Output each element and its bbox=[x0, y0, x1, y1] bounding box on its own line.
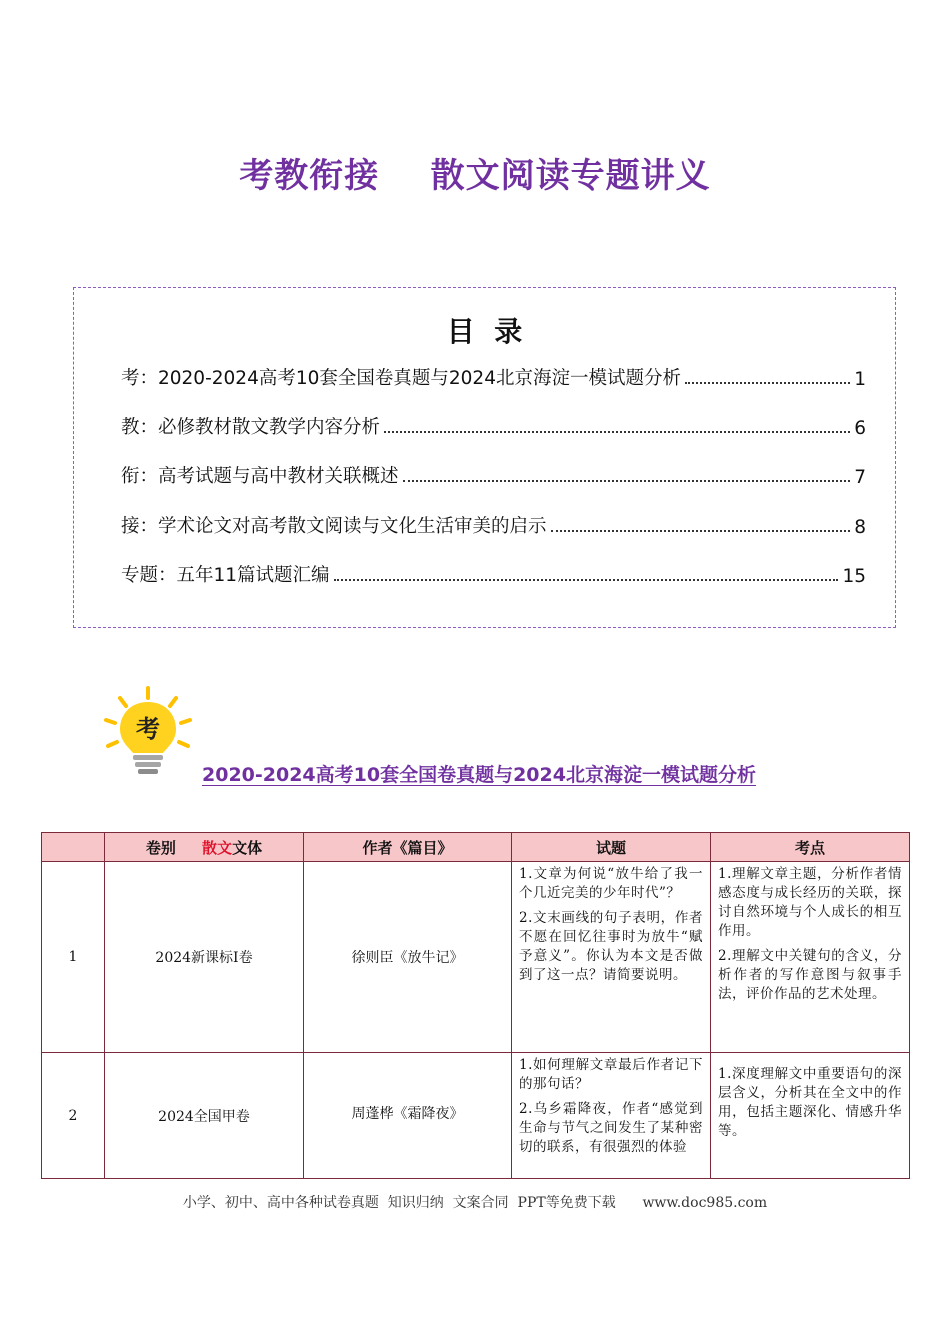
toc-entry-text: 衔：高考试题与高中教材关联概述 bbox=[121, 466, 399, 487]
row-paper: 2024新课标Ⅰ卷 bbox=[105, 862, 304, 1053]
toc-leader-dots bbox=[334, 579, 839, 581]
table-of-contents bbox=[73, 287, 896, 628]
point-item: 1.理解文章主题，分析作者情感态度与成长经历的关联，探讨自然环境与个人成长的相互作用。 bbox=[718, 866, 902, 939]
row-author: 周蓬桦《霜降夜》 bbox=[304, 1053, 512, 1179]
header-number bbox=[42, 833, 105, 862]
header-paper bbox=[105, 833, 304, 862]
row-number: 1 bbox=[42, 862, 105, 1053]
row-questions bbox=[512, 1053, 711, 1179]
toc-entry-page: 7 bbox=[854, 467, 866, 488]
toc-entry[interactable] bbox=[121, 512, 866, 538]
question-item: 1.文章为何说“放牛给了我一个几近完美的少年时代”？ bbox=[519, 866, 703, 901]
header-questions: 试题 bbox=[512, 833, 711, 862]
toc-entry-text: 专题：五年11篇试题汇编 bbox=[121, 565, 330, 586]
table-row bbox=[42, 1053, 910, 1179]
toc-entry-page: 1 bbox=[854, 369, 866, 390]
toc-entry-text: 接：学术论文对高考散文阅读与文化生活审美的启示 bbox=[121, 516, 547, 537]
row-points bbox=[711, 1053, 910, 1179]
question-item: 2.文末画线的句子表明，作者不愿在回忆往事时为放牛“赋予意义”。你认为本文是否做到了这一点？请简要说明。 bbox=[519, 910, 703, 983]
toc-entry-page: 6 bbox=[854, 418, 866, 439]
header-paper-label: 卷别 bbox=[145, 838, 176, 857]
header-points: 考点 bbox=[711, 833, 910, 862]
table-row bbox=[42, 862, 910, 1053]
toc-leader-dots bbox=[384, 431, 850, 433]
document-title: 考教衔接 散文阅读专题讲义 bbox=[239, 156, 711, 196]
lightbulb-icon bbox=[100, 684, 196, 780]
section-title: 2020-2024高考10套全国卷真题与2024北京海淀一模试题分析 bbox=[202, 764, 756, 786]
bulb-icon-label: 考 bbox=[136, 715, 160, 743]
point-item: 1.深度理解文中重要语句的深层含义，分析其在全文中的作用，包括主题深化、情感升华等。 bbox=[718, 1066, 902, 1139]
table-header-row bbox=[42, 833, 910, 862]
toc-leader-dots bbox=[403, 480, 851, 482]
toc-entry[interactable] bbox=[121, 462, 866, 488]
toc-entry[interactable] bbox=[121, 364, 866, 390]
row-author: 徐则臣《放牛记》 bbox=[304, 862, 512, 1053]
toc-leader-dots bbox=[551, 530, 851, 532]
toc-leader-dots bbox=[685, 382, 850, 384]
row-number: 2 bbox=[42, 1053, 105, 1179]
toc-heading: 目 录 bbox=[446, 315, 523, 348]
toc-entry[interactable] bbox=[121, 561, 866, 587]
page-footer: 小学、初中、高中各种试卷真题 知识归纳 文案合同 PPT等免费下载 www.doc985.com bbox=[182, 1195, 768, 1211]
question-item: 1.如何理解文章最后作者记下的那句话？ bbox=[519, 1057, 703, 1092]
header-style-label: 文体 bbox=[232, 838, 263, 857]
toc-entry-page: 15 bbox=[842, 566, 866, 587]
toc-entry-page: 8 bbox=[854, 517, 866, 538]
toc-entry[interactable] bbox=[121, 413, 866, 439]
header-author: 作者《篇目》 bbox=[304, 833, 512, 862]
question-item: 2.乌乡霜降夜，作者“感觉到生命与节气之间发生了某种密切的联系，有很强烈的体验 bbox=[519, 1101, 703, 1155]
header-genre-label: 散文 bbox=[202, 838, 233, 857]
toc-entry-text: 教：必修教材散文教学内容分析 bbox=[121, 417, 381, 438]
toc-entry-text: 考：2020-2024高考10套全国卷真题与2024北京海淀一模试题分析 bbox=[121, 368, 681, 389]
row-points bbox=[711, 862, 910, 1053]
row-questions bbox=[512, 862, 711, 1053]
row-paper: 2024全国甲卷 bbox=[105, 1053, 304, 1179]
exam-analysis-table bbox=[41, 832, 910, 1179]
point-item: 2.理解文中关键句的含义，分析作者的写作意图与叙事手法，评价作品的艺术处理。 bbox=[718, 948, 902, 1002]
